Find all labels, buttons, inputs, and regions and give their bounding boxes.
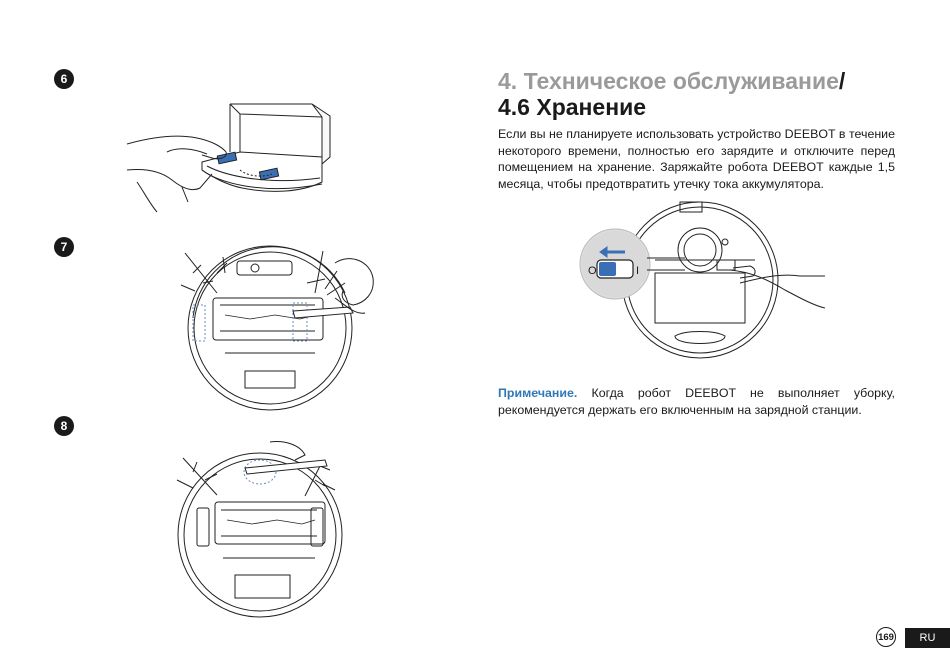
switch-off-label: O bbox=[588, 265, 597, 277]
step-6-badge: 6 bbox=[54, 69, 74, 89]
charging-dock-illustration bbox=[122, 92, 337, 217]
robot-wheel-cleaning-illustration bbox=[175, 440, 350, 620]
section-title bbox=[498, 68, 845, 95]
note-text: Когда робот DEEBOT не выполняет уборку, рекомендуется держать его включенным на зарядной станции. bbox=[498, 386, 895, 417]
step-8-badge: 8 bbox=[54, 416, 74, 436]
note bbox=[498, 385, 895, 418]
page-number: 169 bbox=[876, 627, 896, 647]
section-title-slash: / bbox=[838, 68, 846, 94]
section-subtitle: 4.6 Хранение bbox=[498, 94, 647, 120]
robot-bottom-cleaning-illustration bbox=[175, 243, 380, 413]
storage-instructions: Если вы не планируете использовать устройство DEEBOT в течение некоторого времени, полностью его зарядите и отключите перед помещением на хранение. Заряжайте робота DEEBOT каждые 1,5 месяца, чтобы предотвратить утечку тока аккумулятора. bbox=[498, 127, 895, 191]
switch-on-label: I bbox=[636, 265, 640, 277]
step-7-badge: 7 bbox=[54, 237, 74, 257]
note-label: Примечание. bbox=[498, 386, 578, 400]
section-title-main: 4. Техническое обслуживание bbox=[498, 68, 839, 94]
power-switch-illustration bbox=[575, 198, 825, 368]
language-badge: RU bbox=[905, 628, 950, 648]
